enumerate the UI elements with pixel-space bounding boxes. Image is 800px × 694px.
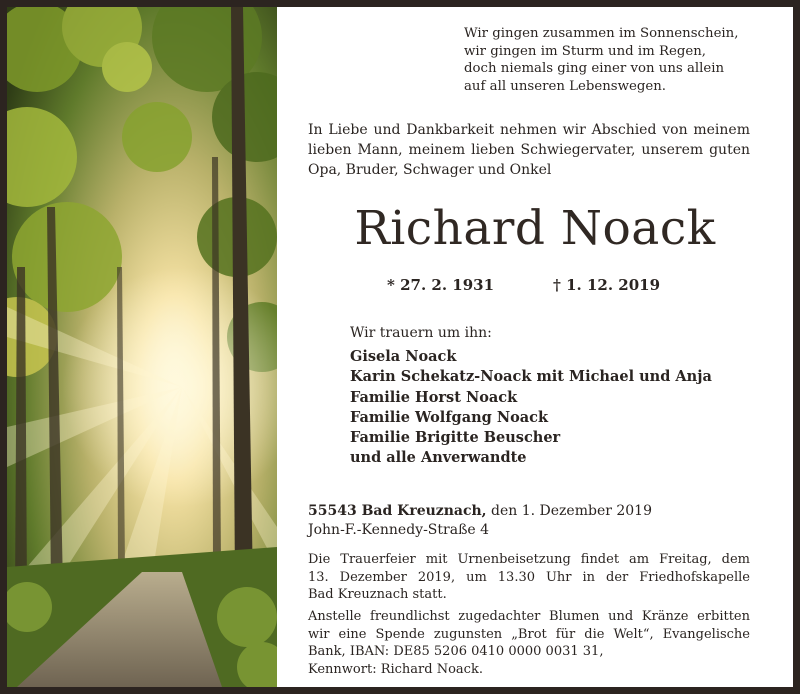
place-and-date [308,502,652,540]
mourner: und alle Anverwandte [350,449,527,467]
donation-line: Bank, IBAN: DE85 5206 0410 0000 0031 31, [308,644,604,659]
funeral-line: Die Trauerfeier mit Urnenbeisetzung findet am Freitag, dem [308,552,750,567]
donation-line: Anstelle freundlichst zugedachter Blumen und Kränze erbitten [308,609,750,624]
mourner: Karin Schekatz-Noack mit Michael und Anja [350,368,712,386]
mourner: Gisela Noack [350,348,457,365]
funeral-line: 13. Dezember 2019, um 13.30 Uhr in der Friedhofskapelle [308,569,750,585]
birth-date: * 27. 2. 1931 [387,276,495,294]
donation-line: wir eine Spende zugunsten „Brot für die Welt“, Evangelische [308,626,750,642]
poem-line: wir gingen im Sturm und im Regen, [464,43,707,59]
poem-line: Wir gingen zusammen im Sonnenschein, [464,26,739,41]
mourner: Familie Wolfgang Noack [350,408,549,426]
mourning-intro: Wir trauern um ihn: [350,325,492,341]
place-street: John-F.-Kennedy-Straße 4 [308,522,490,538]
funeral-line: Bad Kreuznach statt. [308,587,447,602]
poem-line: auf all unseren Lebenswegen. [464,78,667,94]
poem-line: doch niemals ging einer von uns allein [464,61,725,76]
farewell-intro: In Liebe und Dankbarkeit nehmen wir Abschied von meinem lieben Mann, meinem lieben Schwiegervater, unserem guten Opa, Bruder, Schwager und Onkel [308,122,750,178]
mourners-list [350,347,712,469]
funeral-info [308,551,750,604]
donation-line: Kennwort: Richard Noack. [308,661,483,677]
mourner: Familie Brigitte Beuscher [350,429,561,447]
place-date: den 1. Dezember 2019 [486,503,652,519]
forest-path-photo [7,7,277,687]
notice-text-area [277,7,793,687]
memorial-poem [464,25,738,95]
place-city: 55543 Bad Kreuznach, [308,503,487,519]
donation-info [308,608,750,678]
deceased-name: Richard Noack [354,201,716,256]
mourner: Familie Horst Noack [350,388,518,406]
death-date: † 1. 12. 2019 [553,276,661,294]
